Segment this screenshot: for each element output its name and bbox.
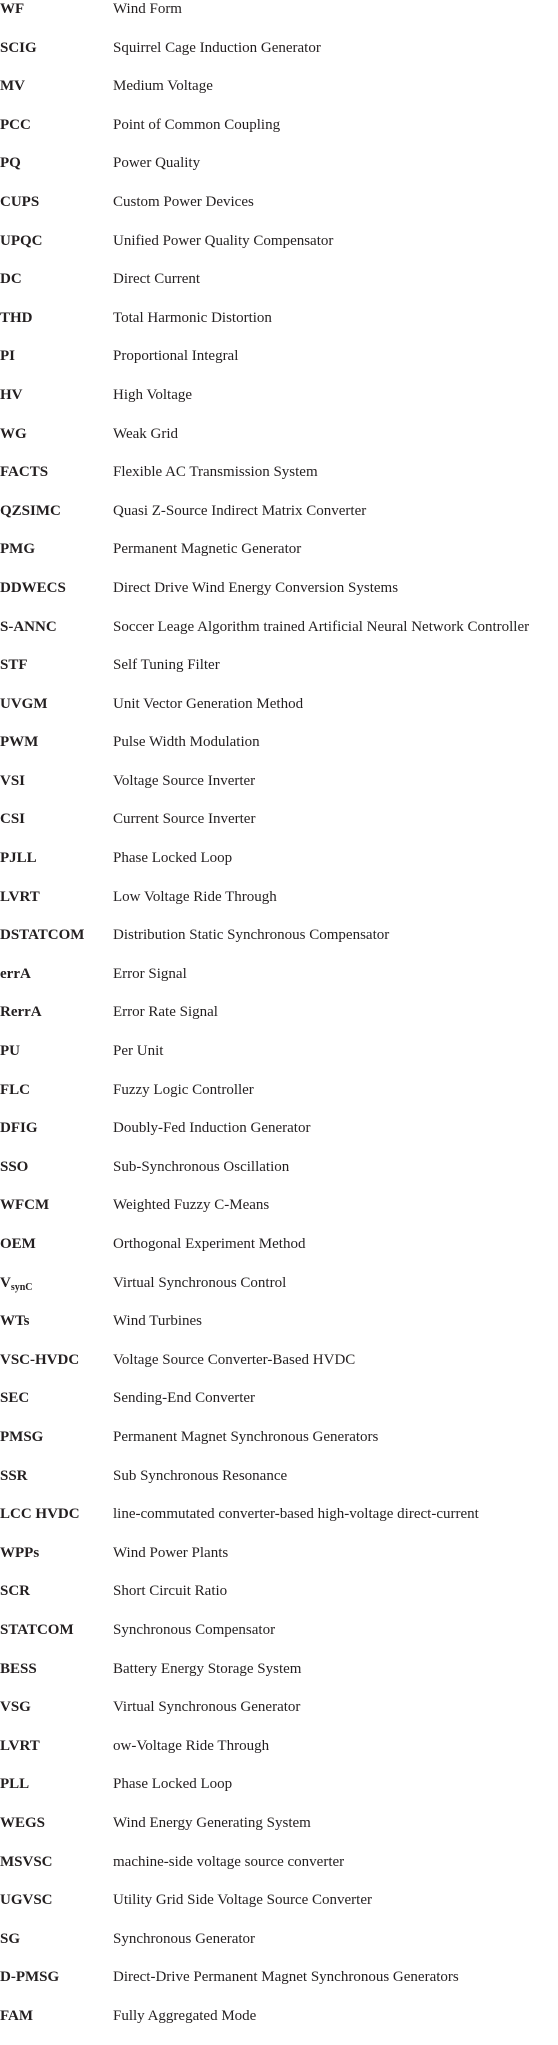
abbreviation-term xyxy=(0,1660,37,1678)
abbreviation-definition: Voltage Source Converter-Based HVDC xyxy=(113,1351,356,1368)
abbreviation-definition: line-commutated converter-based high-voltage direct-current xyxy=(113,1506,479,1523)
abbreviation-row xyxy=(0,1698,558,1737)
abbreviation-row xyxy=(0,1119,558,1158)
abbreviation-term xyxy=(0,309,33,327)
abbreviation-term xyxy=(0,965,31,983)
abbreviation-term-text: PI xyxy=(0,348,15,365)
abbreviation-definition: Direct-Drive Permanent Magnet Synchronous Generators xyxy=(113,1969,459,1986)
abbreviation-term xyxy=(0,1891,53,1909)
abbreviation-definition: Virtual Synchronous Generator xyxy=(113,1699,301,1716)
abbreviation-definition: Pulse Width Modulation xyxy=(113,734,260,751)
abbreviation-row xyxy=(0,1428,558,1467)
abbreviation-term xyxy=(0,1351,79,1369)
abbreviation-definition: Wind Energy Generating System xyxy=(113,1814,311,1831)
abbreviation-term xyxy=(0,1389,29,1407)
abbreviation-term-text: UVGM xyxy=(0,695,48,712)
abbreviation-row xyxy=(0,270,558,309)
abbreviation-term-text: WPPs xyxy=(0,1544,40,1561)
abbreviation-term xyxy=(0,1467,28,1485)
abbreviation-row xyxy=(0,347,558,386)
abbreviation-term xyxy=(0,1544,39,1562)
abbreviation-term-text: DSTATCOM xyxy=(0,927,85,944)
abbreviation-definition: Point of Common Coupling xyxy=(113,116,281,133)
abbreviation-row xyxy=(0,1158,558,1197)
abbreviation-row xyxy=(0,502,558,541)
abbreviation-row xyxy=(0,154,558,193)
abbreviation-term xyxy=(0,1930,20,1948)
abbreviation-definition: Sub Synchronous Resonance xyxy=(113,1467,288,1484)
abbreviation-term-text: CUPS xyxy=(0,193,40,210)
abbreviation-row xyxy=(0,1274,558,1313)
abbreviation-term-text: STF xyxy=(0,657,28,674)
abbreviation-definition: Voltage Source Inverter xyxy=(113,772,256,789)
abbreviation-definition: Unit Vector Generation Method xyxy=(113,695,304,712)
abbreviation-term xyxy=(0,1814,45,1832)
abbreviation-row xyxy=(0,425,558,464)
abbreviation-term-text: LCC HVDC xyxy=(0,1506,80,1523)
abbreviation-row xyxy=(0,1505,558,1544)
abbreviation-row xyxy=(0,695,558,734)
abbreviation-definition: ow-Voltage Ride Through xyxy=(113,1737,270,1754)
abbreviation-definition: Distribution Static Synchronous Compensator xyxy=(113,927,390,944)
abbreviation-row xyxy=(0,656,558,695)
abbreviation-row xyxy=(0,618,558,657)
abbreviation-definition: Utility Grid Side Voltage Source Converter xyxy=(113,1892,372,1909)
abbreviation-row xyxy=(0,1196,558,1235)
abbreviation-row xyxy=(0,1042,558,1081)
abbreviation-definition: Virtual Synchronous Control xyxy=(113,1274,287,1291)
abbreviation-definition: Synchronous Generator xyxy=(113,1930,256,1947)
abbreviation-term-text: WFCM xyxy=(0,1197,50,1214)
abbreviation-definition: Power Quality xyxy=(113,155,201,172)
abbreviation-term xyxy=(0,463,48,481)
abbreviation-definition: Flexible AC Transmission System xyxy=(113,464,318,481)
abbreviation-term xyxy=(0,733,38,751)
abbreviation-row xyxy=(0,1891,558,1930)
abbreviation-definition: Doubly-Fed Induction Generator xyxy=(113,1120,311,1137)
abbreviation-term xyxy=(0,540,35,558)
abbreviation-term xyxy=(0,1428,43,1446)
abbreviation-term-text: THD xyxy=(0,309,33,326)
abbreviation-definition: Per Unit xyxy=(113,1043,164,1060)
abbreviation-definition: Error Rate Signal xyxy=(113,1004,218,1021)
abbreviation-term xyxy=(0,2007,33,2025)
abbreviation-definition: Self Tuning Filter xyxy=(113,657,220,674)
abbreviation-term-text: DC xyxy=(0,271,22,288)
abbreviation-row xyxy=(0,0,558,39)
abbreviation-term-text: SCR xyxy=(0,1583,31,1600)
abbreviation-definition: Direct Current xyxy=(113,271,201,288)
abbreviation-row xyxy=(0,77,558,116)
abbreviation-term xyxy=(0,39,37,57)
abbreviation-term-text: PMG xyxy=(0,541,35,558)
abbreviation-definition: Sending-End Converter xyxy=(113,1390,256,1407)
abbreviation-term-text: RerrA xyxy=(0,1004,42,1021)
abbreviation-term-text: STATCOM xyxy=(0,1621,74,1638)
abbreviation-row xyxy=(0,39,558,78)
abbreviation-term xyxy=(0,0,24,18)
abbreviation-term xyxy=(0,618,57,636)
abbreviation-term-text: SSO xyxy=(0,1158,29,1175)
abbreviation-row xyxy=(0,193,558,232)
abbreviation-row xyxy=(0,1389,558,1428)
abbreviation-row xyxy=(0,463,558,502)
abbreviation-term xyxy=(0,1312,29,1330)
abbreviation-term xyxy=(0,270,22,288)
abbreviation-term-text: SSR xyxy=(0,1467,28,1484)
abbreviation-row xyxy=(0,733,558,772)
abbreviation-definition: Current Source Inverter xyxy=(113,811,256,828)
abbreviation-term xyxy=(0,232,43,250)
abbreviation-term-text: V xyxy=(0,1274,11,1291)
abbreviation-definition: Weak Grid xyxy=(113,425,179,442)
abbreviation-term-text: OEM xyxy=(0,1236,36,1252)
abbreviation-term-text: VSG xyxy=(0,1699,31,1716)
abbreviation-row xyxy=(0,232,558,271)
abbreviation-row xyxy=(0,1968,558,2007)
abbreviation-definition: machine-side voltage source converter xyxy=(113,1853,345,1870)
abbreviation-term xyxy=(0,1698,31,1716)
abbreviation-term-text: PQ xyxy=(0,155,21,172)
abbreviation-term-text: FAM xyxy=(0,2007,34,2024)
abbreviation-term-text: UGVSC xyxy=(0,1892,53,1909)
abbreviation-term-text: CSI xyxy=(0,811,26,828)
abbreviation-term-text: HV xyxy=(0,386,23,403)
abbreviation-term xyxy=(0,926,84,944)
abbreviation-term xyxy=(0,77,25,95)
abbreviation-definition: Sub-Synchronous Oscillation xyxy=(113,1158,290,1175)
abbreviation-definition: Wind Turbines xyxy=(113,1313,202,1330)
abbreviation-term-text: PCC xyxy=(0,116,31,133)
abbreviation-term xyxy=(0,1003,42,1021)
abbreviation-row xyxy=(0,309,558,348)
abbreviation-term-text: S-ANNC xyxy=(0,618,57,635)
abbreviation-term-text: SEC xyxy=(0,1390,30,1407)
abbreviation-term-text: SG xyxy=(0,1930,21,1947)
abbreviation-row xyxy=(0,386,558,425)
abbreviation-term-text: FLC xyxy=(0,1081,30,1098)
abbreviation-term xyxy=(0,425,27,443)
abbreviation-definition: Custom Power Devices xyxy=(113,193,254,210)
abbreviation-definition: Battery Energy Storage System xyxy=(113,1660,302,1677)
abbreviation-row xyxy=(0,1003,558,1042)
abbreviation-term xyxy=(0,502,61,520)
abbreviation-row xyxy=(0,888,558,927)
abbreviation-term-text: errA xyxy=(0,965,31,982)
abbreviation-row xyxy=(0,1660,558,1699)
abbreviation-term xyxy=(0,193,39,211)
abbreviation-term xyxy=(0,772,25,790)
abbreviation-term-text: LVRT xyxy=(0,1737,40,1754)
abbreviation-term xyxy=(0,1274,33,1297)
abbreviation-subscript: synC xyxy=(10,1281,33,1293)
abbreviation-term-text: FACTS xyxy=(0,464,49,481)
abbreviation-term-text: BESS xyxy=(0,1660,37,1677)
abbreviation-term xyxy=(0,1081,30,1099)
abbreviation-row xyxy=(0,1621,558,1660)
abbreviation-term-text: LVRT xyxy=(0,888,40,905)
abbreviation-term xyxy=(0,810,25,828)
abbreviation-row xyxy=(0,1544,558,1583)
abbreviation-term xyxy=(0,347,15,365)
abbreviation-term xyxy=(0,386,23,404)
abbreviation-term-text: QZSIMC xyxy=(0,502,61,519)
abbreviation-term-text: VSC-HVDC xyxy=(0,1351,80,1368)
abbreviation-term-text: PU xyxy=(0,1043,20,1060)
abbreviation-term xyxy=(0,1853,53,1871)
abbreviation-row xyxy=(0,1814,558,1853)
abbreviation-row xyxy=(0,1853,558,1892)
abbreviation-term xyxy=(0,116,31,134)
abbreviation-row xyxy=(0,116,558,155)
abbreviation-term-text: PWM xyxy=(0,734,39,751)
abbreviation-term xyxy=(0,579,66,597)
abbreviation-row xyxy=(0,1235,558,1274)
abbreviation-row xyxy=(0,1351,558,1390)
abbreviation-term xyxy=(0,1775,29,1793)
abbreviation-term xyxy=(0,154,21,172)
abbreviation-term-text: UPQC xyxy=(0,232,43,249)
abbreviation-term xyxy=(0,1235,36,1253)
abbreviation-term xyxy=(0,1582,30,1600)
abbreviation-term xyxy=(0,849,37,867)
abbreviation-row xyxy=(0,926,558,965)
abbreviation-term xyxy=(0,1042,20,1060)
abbreviation-row xyxy=(0,849,558,888)
abbreviation-definition: Orthogonal Experiment Method xyxy=(113,1236,306,1252)
abbreviation-term xyxy=(0,1621,74,1639)
abbreviation-term-text: SCIG xyxy=(0,39,37,56)
abbreviation-term-text: WTs xyxy=(0,1313,30,1330)
abbreviation-row xyxy=(0,772,558,811)
abbreviation-row xyxy=(0,1737,558,1776)
abbreviation-definition: Phase Locked Loop xyxy=(113,1776,233,1793)
abbreviation-term xyxy=(0,1737,40,1755)
abbreviation-term-text: WG xyxy=(0,425,27,442)
abbreviation-definition: Phase Locked Loop xyxy=(113,850,233,867)
abbreviation-row xyxy=(0,1582,558,1621)
abbreviation-definition: Fully Aggregated Mode xyxy=(113,2007,257,2024)
abbreviation-definition: High Voltage xyxy=(113,386,193,403)
abbreviation-term xyxy=(0,1505,80,1523)
abbreviation-definition: Permanent Magnet Synchronous Generators xyxy=(113,1428,379,1445)
abbreviation-definition: Squirrel Cage Induction Generator xyxy=(113,39,321,56)
abbreviation-definition: Short Circuit Ratio xyxy=(113,1583,228,1600)
abbreviation-term-text: D-PMSG xyxy=(0,1969,60,1986)
abbreviation-row xyxy=(0,1775,558,1814)
abbreviation-definition: Permanent Magnetic Generator xyxy=(113,541,302,558)
abbreviation-row xyxy=(0,1930,558,1969)
abbreviation-definition: Soccer Leage Algorithm trained Artificial Neural Network Controller xyxy=(113,618,530,635)
abbreviation-term xyxy=(0,695,48,713)
abbreviation-definition: Unified Power Quality Compensator xyxy=(113,232,334,249)
abbreviation-definition: Total Harmonic Distortion xyxy=(113,309,272,326)
abbreviation-definition: Medium Voltage xyxy=(113,78,213,95)
abbreviation-definition: Wind Form xyxy=(113,1,182,17)
abbreviation-term-text: DFIG xyxy=(0,1120,38,1137)
abbreviation-term xyxy=(0,1196,49,1214)
abbreviation-term-text: MV xyxy=(0,78,25,95)
abbreviation-row xyxy=(0,579,558,618)
abbreviation-row xyxy=(0,965,558,1004)
abbreviation-definition: Proportional Integral xyxy=(113,348,239,365)
abbreviation-term xyxy=(0,1968,59,1986)
abbreviation-definition: Weighted Fuzzy C-Means xyxy=(113,1197,270,1214)
abbreviation-term xyxy=(0,1158,28,1176)
abbreviation-term-text: DDWECS xyxy=(0,579,66,596)
abbreviation-term-text: VSI xyxy=(0,772,26,789)
abbreviation-row xyxy=(0,1467,558,1506)
abbreviation-definition: Synchronous Compensator xyxy=(113,1621,276,1638)
abbreviation-term xyxy=(0,656,28,674)
abbreviation-term-text: PJLL xyxy=(0,850,37,867)
abbreviation-definition: Quasi Z-Source Indirect Matrix Converter xyxy=(113,502,367,519)
abbreviation-term-text: WF xyxy=(0,1,25,17)
abbreviation-term xyxy=(0,888,40,906)
abbreviation-definition: Fuzzy Logic Controller xyxy=(113,1081,254,1098)
abbreviation-row xyxy=(0,2007,558,2045)
abbreviation-definition: Low Voltage Ride Through xyxy=(113,888,277,905)
abbreviation-term xyxy=(0,1119,38,1137)
abbreviation-term-text: PMSG xyxy=(0,1428,44,1445)
abbreviation-definition: Wind Power Plants xyxy=(113,1544,229,1561)
abbreviation-row xyxy=(0,810,558,849)
abbreviation-row xyxy=(0,540,558,579)
abbreviation-row xyxy=(0,1312,558,1351)
abbreviation-term-text: PLL xyxy=(0,1776,30,1793)
abbreviation-definition: Error Signal xyxy=(113,965,187,982)
abbreviation-term-text: MSVSC xyxy=(0,1853,53,1870)
abbreviation-row xyxy=(0,1081,558,1120)
abbreviation-term-text: WEGS xyxy=(0,1814,46,1831)
abbreviation-definition: Direct Drive Wind Energy Conversion Systems xyxy=(113,579,399,596)
